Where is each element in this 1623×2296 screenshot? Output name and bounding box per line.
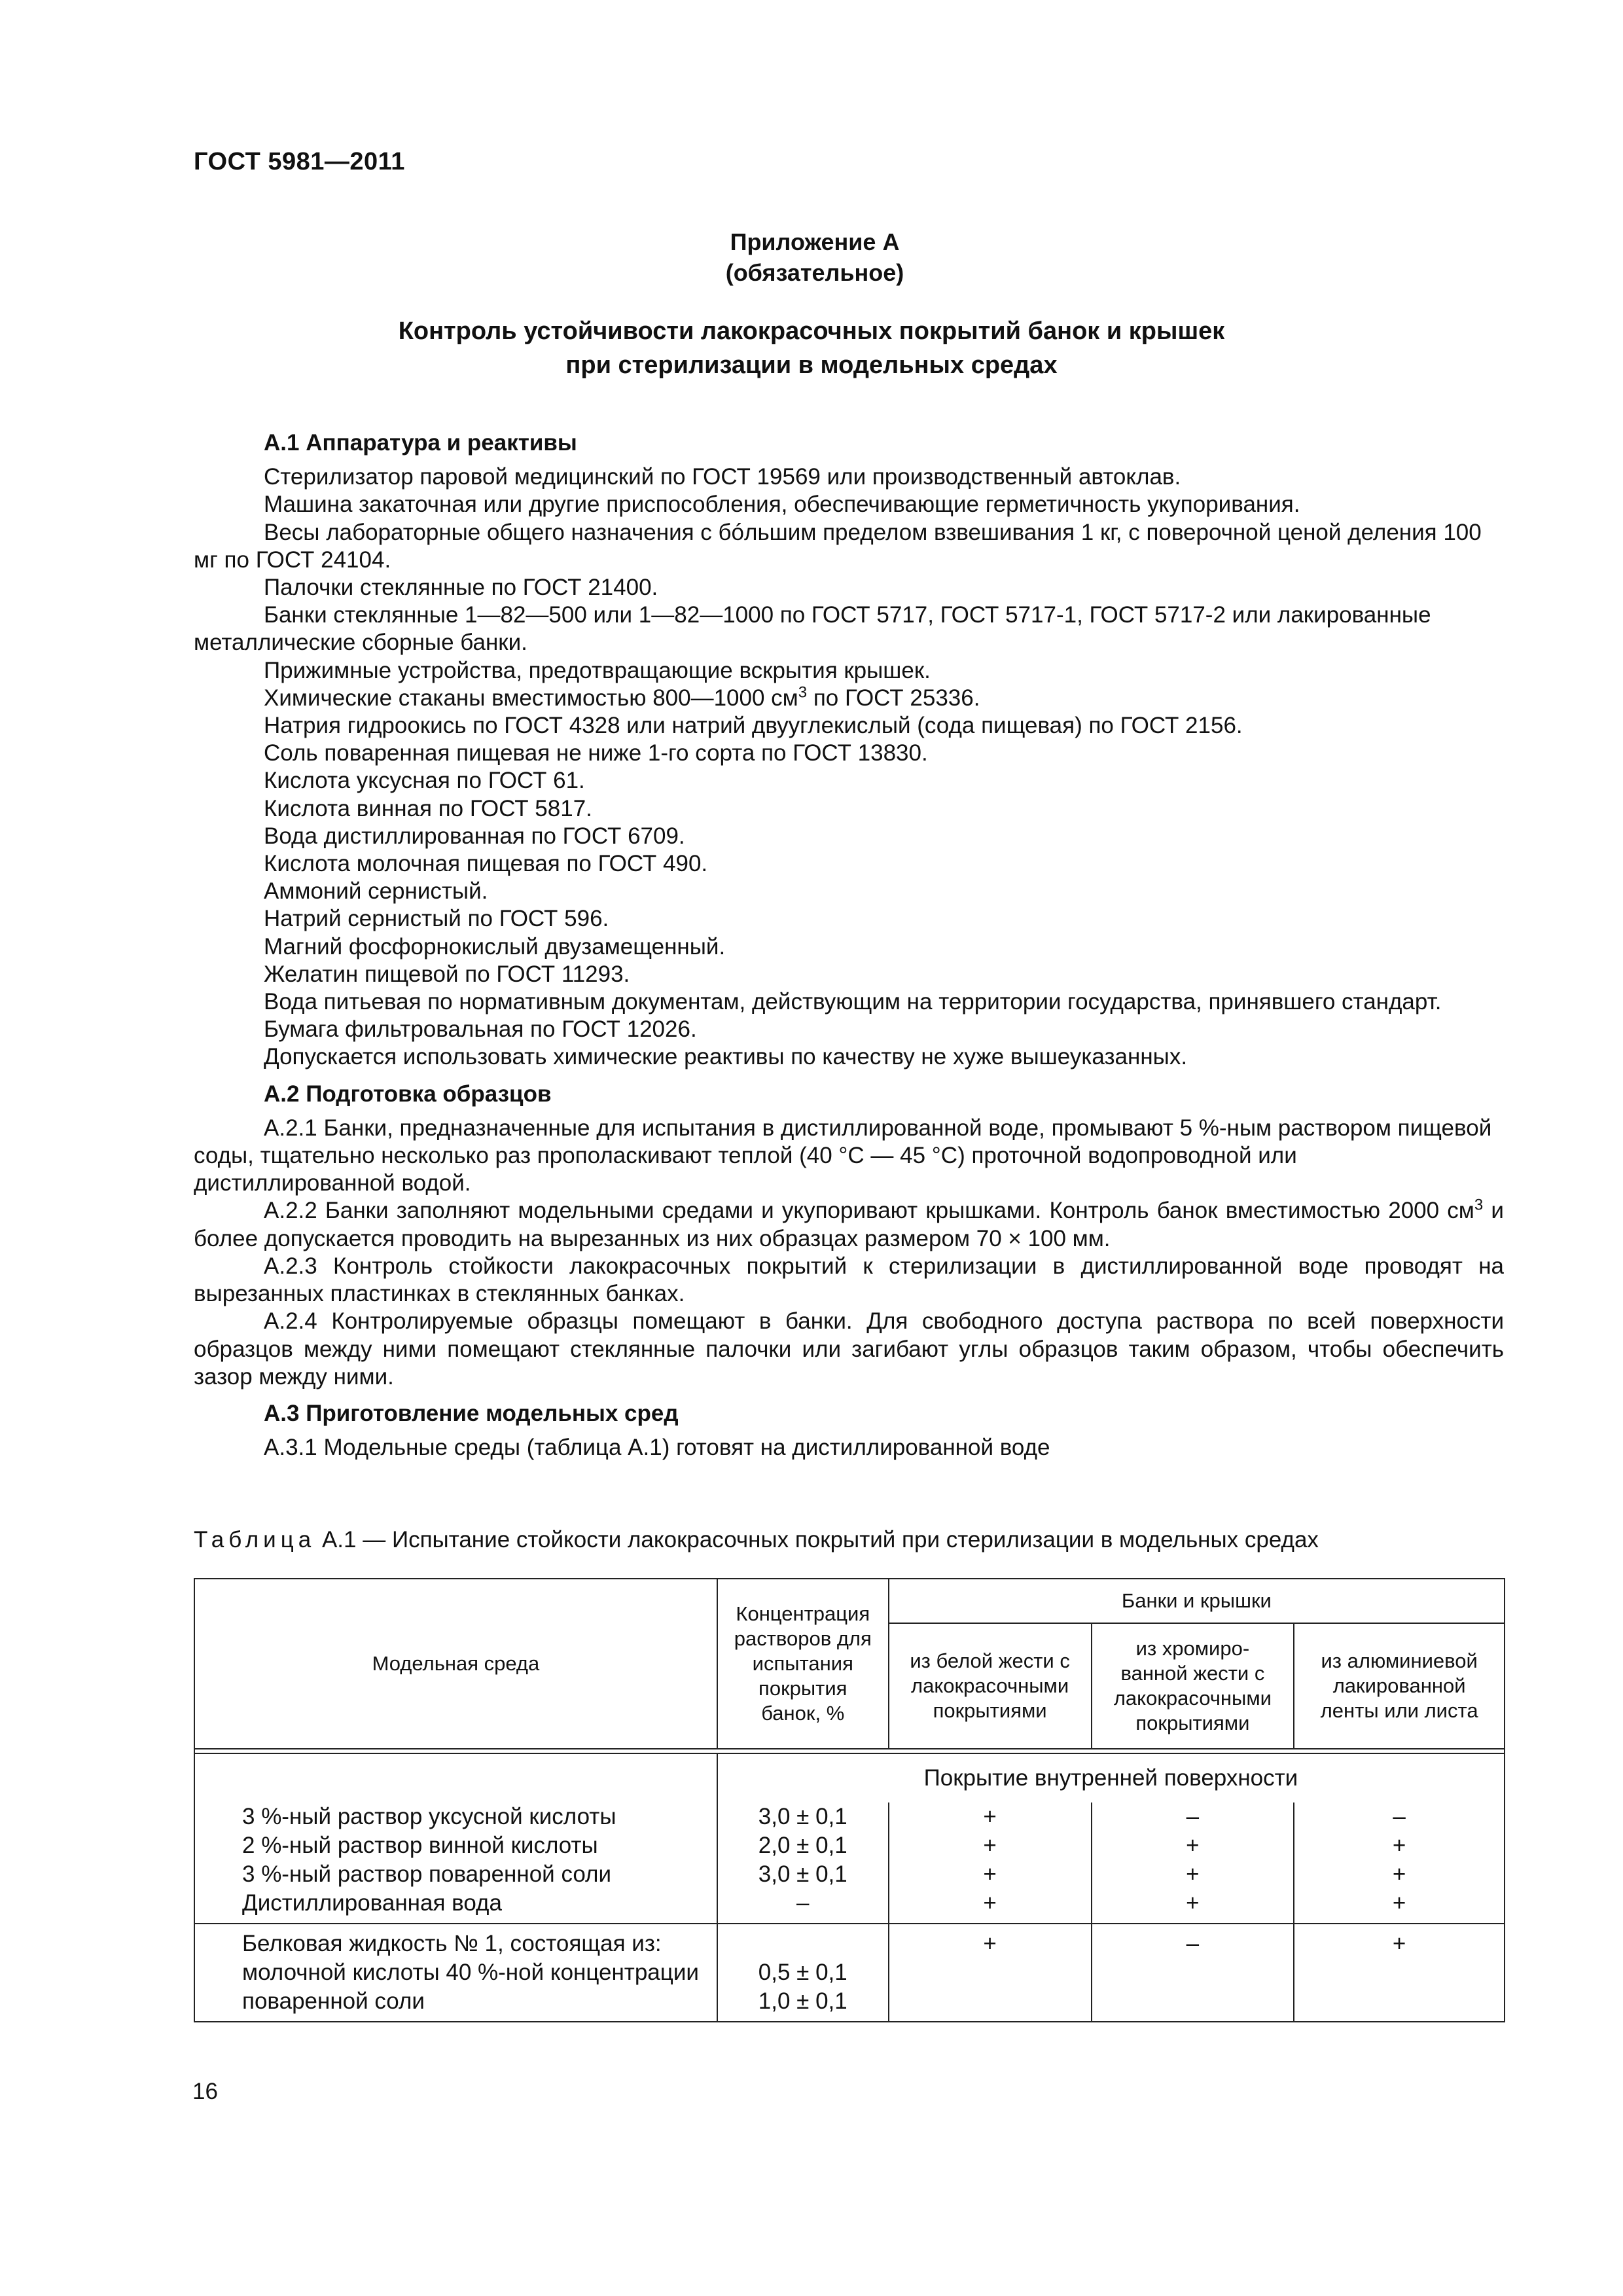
section-heading-a1: А.1 Аппаратура и реактивы — [264, 430, 577, 456]
table-caption-text: А.1 — Испытание стойкости лакокрасочных покрытий при стерилизации в модельных средах — [315, 1527, 1319, 1552]
document-code: ГОСТ 5981—2011 — [194, 148, 405, 175]
reagent-item: Бумага фильтровальная по ГОСТ 12026. — [264, 1016, 697, 1043]
header-line: банок, % — [761, 1702, 845, 1725]
group2-media-cell — [194, 1924, 717, 2022]
title-line-2: при стерилизации в модельных средах — [565, 351, 1058, 379]
header-line: покрытиями — [1135, 1712, 1250, 1734]
reagent-item: Соль поваренная пищевая не ниже 1-го сорта по ГОСТ 13830. — [264, 740, 928, 766]
reagent-item: Вода питьевая по нормативным документам, действующим на территории государства, принявшего стандарт. — [264, 989, 1442, 1015]
header-tinplate — [889, 1623, 1092, 1749]
header-aluminium — [1294, 1623, 1505, 1749]
a2-2-text-end: и более допускается проводить на вырезанных из них образцах размером 70 × 100 мм. — [194, 1198, 1504, 1251]
header-line: покрытия — [758, 1677, 847, 1700]
equipment-item: Весы лабораторные общего назначения с бóльшим пределом взвешивания 1 кг, с поверочной ценой деления 100 мг по ГОСТ 24104. — [194, 519, 1482, 573]
header-chrome-plated — [1092, 1623, 1294, 1749]
reagent-item: Кислота молочная пищевая по ГОСТ 490. — [264, 851, 708, 877]
medium-label: 2 %-ный раствор винной кислоты — [242, 1833, 598, 1858]
concentration-value: 3,0 ± 0,1 — [758, 1861, 847, 1887]
group1-media-cell — [194, 1753, 717, 1924]
concentration-value: 3,0 ± 0,1 — [758, 1804, 847, 1829]
medium-label: Дистиллированная вода — [242, 1890, 502, 1916]
annex-title: Приложение А — [730, 228, 900, 255]
result-mark: + — [1186, 1890, 1200, 1916]
header-line: из белой жести с — [910, 1649, 1070, 1672]
annex-status: (обязательное) — [725, 259, 904, 286]
beaker-text-start: Химические стаканы вместимостью 800—1000 см — [264, 685, 798, 711]
page-number: 16 — [192, 2079, 218, 2104]
result-mark: + — [983, 1833, 997, 1858]
paragraph-a2-3: А.2.3 Контроль стойкости лакокрасочных покрытий к стерилизации в дистиллированной воде проводят на вырезанных пластинках в стеклянных банках. — [194, 1253, 1504, 1307]
paragraph-a2-1: А.2.1 Банки, предназначенные для испытания в дистиллированной воде, промывают 5 %-ным раствором пищевой соды, тщательно несколько раз прополаскивают теплой (40 °С — 45 °С) проточной водопроводной или дистиллированной водой. — [194, 1115, 1492, 1196]
result-mark: – — [1393, 1804, 1406, 1829]
result-mark: + — [983, 1804, 997, 1829]
title-line-1: Контроль устойчивости лакокрасочных покрытий банок и крышек — [398, 317, 1225, 345]
result-mark: + — [1392, 1861, 1406, 1887]
section-heading-a3: А.3 Приготовление модельных сред — [264, 1400, 679, 1426]
header-line: Концентрация — [736, 1602, 870, 1625]
equipment-item: Банки стеклянные 1—82—500 или 1—82—1000 по ГОСТ 5717, ГОСТ 5717-1, ГОСТ 5717-2 или лакированные металлические сборные банки. — [194, 602, 1431, 656]
header-line: испытания — [752, 1652, 853, 1675]
header-model-medium: Модельная среда — [194, 1579, 717, 1749]
header-line: ванной жести с — [1120, 1662, 1265, 1685]
reagent-item: Натрий сернистый по ГОСТ 596. — [264, 906, 609, 932]
table-a1 — [194, 1578, 1505, 2022]
group2-chrome-cell — [1092, 1924, 1294, 2022]
concentration-value: 1,0 ± 0,1 — [758, 1988, 847, 2014]
result-mark: + — [1186, 1861, 1200, 1887]
result-mark: + — [983, 1890, 997, 1916]
paragraph-a2-4: А.2.4 Контролируемые образцы помещают в банки. Для свободного доступа раствора по всей поверхности образцов между ними помещают стеклянные палочки или загибают углы образцов таким образом, чтобы обеспечить зазор между ними. — [194, 1308, 1504, 1390]
header-line: растворов для — [734, 1627, 872, 1650]
medium-label: 3 %-ный раствор уксусной кислоты — [242, 1804, 616, 1829]
group1-chrome-cell — [1092, 1803, 1294, 1924]
result-mark: + — [983, 1931, 997, 1956]
reagent-item: Кислота уксусная по ГОСТ 61. — [264, 768, 585, 794]
group2-concentration-cell — [717, 1924, 889, 2022]
annex-subject-title — [0, 314, 1623, 382]
concentration-value — [718, 1929, 888, 1958]
reagent-item: Аммоний сернистый. — [264, 878, 488, 905]
medium-label: молочной кислоты 40 %-ной концентрации — [242, 1960, 699, 1985]
reagent-item: Желатин пищевой по ГОСТ 11293. — [264, 961, 630, 987]
a2-2-superscript: 3 — [1474, 1196, 1484, 1214]
header-cans-and-lids: Банки и крышки — [889, 1579, 1505, 1623]
medium-label: Белковая жидкость № 1, состоящая из: — [242, 1931, 662, 1956]
header-concentration — [717, 1579, 889, 1749]
body-text — [194, 429, 1504, 1462]
result-mark: + — [1392, 1833, 1406, 1858]
equipment-item: Машина закаточная или другие приспособления, обеспечивающие герметичность укупоривания. — [264, 492, 1300, 518]
group1-aluminium-cell — [1294, 1803, 1505, 1924]
header-line: покрытиями — [933, 1699, 1047, 1722]
header-line: лакированной — [1332, 1674, 1466, 1697]
group1-tinplate-cell — [889, 1803, 1092, 1924]
result-mark: – — [1186, 1804, 1200, 1829]
equipment-item — [194, 685, 1504, 712]
paragraph-a2-2 — [194, 1197, 1504, 1252]
header-separator — [194, 1749, 1505, 1753]
reagent-item: Вода дистиллированная по ГОСТ 6709. — [264, 823, 685, 849]
a2-2-text-start: А.2.2 Банки заполняют модельными средами и укупоривают крышками. Контроль банок вместимостью 2000 см — [264, 1198, 1474, 1224]
equipment-item: Прижимные устройства, предотвращающие вскрытия крышек. — [264, 657, 931, 683]
concentration-value: 0,5 ± 0,1 — [758, 1960, 847, 1985]
table-caption-prefix: Таблица — [194, 1527, 316, 1552]
concentration-value: – — [796, 1890, 810, 1916]
equipment-item: Стерилизатор паровой медицинский по ГОСТ 19569 или производственный автоклав. — [264, 464, 1181, 490]
header-line: из хромиро- — [1135, 1637, 1250, 1660]
beaker-superscript: 3 — [798, 683, 808, 702]
equipment-item: Палочки стеклянные по ГОСТ 21400. — [264, 575, 658, 601]
group2-tinplate-cell — [889, 1924, 1092, 2022]
result-mark: + — [1392, 1890, 1406, 1916]
header-line: ленты или листа — [1320, 1699, 1478, 1722]
reagent-item: Кислота винная по ГОСТ 5817. — [264, 795, 592, 821]
result-mark: – — [1186, 1931, 1200, 1956]
paragraph-a3-1: А.3.1 Модельные среды (таблица А.1) готовят на дистиллированной воде — [264, 1435, 1050, 1461]
section-heading-a2: А.2 Подготовка образцов — [264, 1081, 552, 1107]
table-caption — [194, 1527, 1319, 1553]
result-mark: + — [1186, 1833, 1200, 1858]
reagent-item: Натрия гидроокись по ГОСТ 4328 или натрий двууглекислый (сода пищевая) по ГОСТ 2156. — [264, 713, 1243, 739]
concentration-value: 2,0 ± 0,1 — [758, 1833, 847, 1858]
medium-label: поваренной соли — [242, 1988, 425, 2014]
medium-label: 3 %-ный раствор поваренной соли — [242, 1861, 612, 1887]
header-line: из алюминиевой — [1321, 1649, 1478, 1672]
annex-heading — [0, 226, 1623, 288]
result-mark: + — [983, 1861, 997, 1887]
coverage-label: Покрытие внутренней поверхности — [717, 1753, 1505, 1803]
result-mark: + — [1392, 1931, 1406, 1956]
header-line: лакокрасочными — [911, 1674, 1069, 1697]
reagent-item: Допускается использовать химические реактивы по качеству не хуже вышеуказанных. — [264, 1044, 1188, 1070]
header-line: лакокрасочными — [1113, 1687, 1272, 1710]
group1-concentration-cell — [717, 1803, 889, 1924]
group2-aluminium-cell — [1294, 1924, 1505, 2022]
reagent-item: Магний фосфорнокислый двузамещенный. — [264, 933, 726, 960]
beaker-text-end: по ГОСТ 25336. — [807, 685, 980, 711]
